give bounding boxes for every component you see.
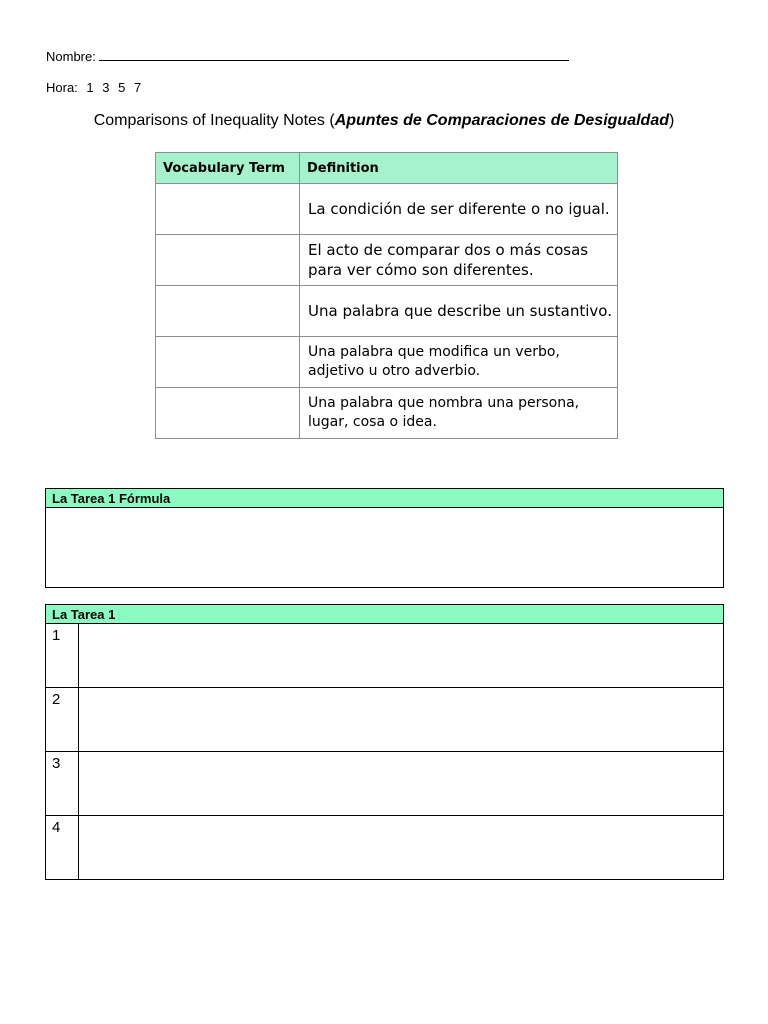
row-number: 3	[46, 752, 79, 816]
tarea-table	[45, 604, 724, 880]
name-label: Nombre:	[46, 49, 96, 64]
answer-cell[interactable]	[79, 752, 724, 816]
period-option-7[interactable]: 7	[134, 80, 142, 95]
period-option-3[interactable]: 3	[102, 80, 110, 95]
definition-cell: Una palabra que modifica un verbo, adjetivo u otro adverbio.	[300, 337, 618, 388]
name-field	[46, 48, 569, 64]
vocabulary-header-row	[156, 153, 618, 184]
formula-header-row	[46, 489, 724, 508]
answer-cell[interactable]	[79, 688, 724, 752]
table-row	[46, 816, 724, 880]
row-number: 4	[46, 816, 79, 880]
table-row	[156, 184, 618, 235]
row-number: 1	[46, 624, 79, 688]
formula-table	[45, 488, 724, 588]
table-row	[156, 388, 618, 439]
period-field	[46, 80, 141, 95]
definition-header: Definition	[300, 153, 618, 184]
table-row	[156, 286, 618, 337]
page-title	[0, 112, 768, 130]
vocabulary-term-cell[interactable]	[156, 337, 300, 388]
definition-cell: Una palabra que nombra una persona, lugar, cosa o idea.	[300, 388, 618, 439]
definition-cell: Una palabra que describe un sustantivo.	[300, 286, 618, 337]
vocabulary-term-cell[interactable]	[156, 388, 300, 439]
period-option-1[interactable]: 1	[86, 80, 94, 95]
definition-cell: El acto de comparar dos o más cosas para ver cómo son diferentes.	[300, 235, 618, 286]
formula-header: La Tarea 1 Fórmula	[46, 489, 724, 508]
period-option-5[interactable]: 5	[118, 80, 126, 95]
definition-cell: La condición de ser diferente o no igual.	[300, 184, 618, 235]
table-row	[156, 337, 618, 388]
table-row	[46, 624, 724, 688]
table-row	[46, 688, 724, 752]
tarea-header: La Tarea 1	[46, 605, 724, 624]
table-row	[156, 235, 618, 286]
vocabulary-table	[155, 152, 618, 439]
title-emphasis: Apuntes de Comparaciones de Desigualdad	[334, 112, 669, 129]
answer-cell[interactable]	[79, 816, 724, 880]
period-label: Hora:	[46, 80, 78, 95]
formula-body-row	[46, 508, 724, 588]
formula-answer-cell[interactable]	[46, 508, 724, 588]
vocabulary-term-cell[interactable]	[156, 184, 300, 235]
vocabulary-term-cell[interactable]	[156, 286, 300, 337]
vocabulary-term-cell[interactable]	[156, 235, 300, 286]
row-number: 2	[46, 688, 79, 752]
name-blank-line[interactable]	[99, 48, 569, 61]
title-prefix: Comparisons of Inequality Notes (	[93, 112, 335, 129]
answer-cell[interactable]	[79, 624, 724, 688]
tarea-header-row	[46, 605, 724, 624]
table-row	[46, 752, 724, 816]
vocabulary-term-header: Vocabulary Term	[156, 153, 300, 184]
title-suffix: )	[668, 112, 675, 129]
